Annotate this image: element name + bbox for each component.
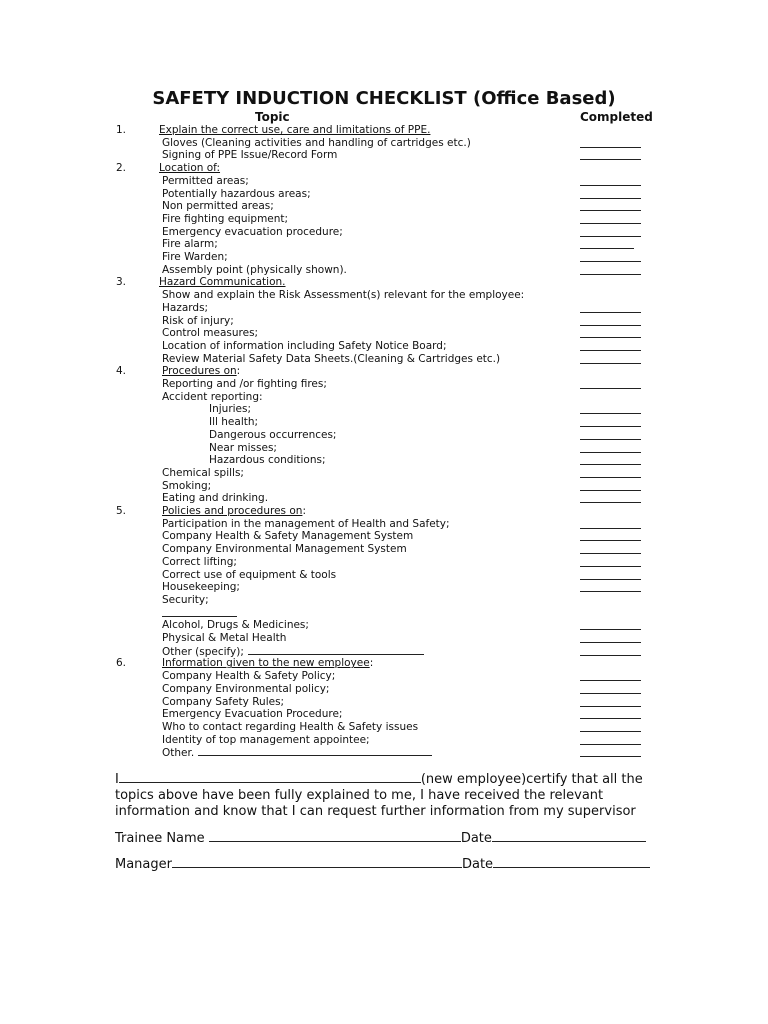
trainee-date-label: Date (460, 831, 492, 846)
completed-checkbox-line[interactable] (580, 502, 641, 503)
certification-suffix: (new employee)certify that all the (420, 772, 643, 787)
employee-name-line[interactable] (119, 770, 421, 783)
completed-checkbox-line[interactable] (580, 147, 641, 148)
manager-date-label: Date (461, 857, 494, 872)
item-text: Hazards; (162, 301, 209, 314)
completed-checkbox-line[interactable] (580, 490, 641, 491)
item-text: Explain the correct use, care and limitations of PPE. (159, 124, 431, 136)
checklist-row (0, 645, 768, 658)
completed-checkbox-line[interactable] (580, 210, 641, 211)
checklist-row (0, 403, 768, 416)
item-text: Accident reporting: (162, 390, 263, 403)
item-text: Correct lifting; (162, 555, 237, 568)
item-text: Eating and drinking. (162, 492, 269, 505)
completed-checkbox-line[interactable] (580, 248, 634, 249)
completed-checkbox-line[interactable] (580, 591, 641, 592)
completed-checkbox-line[interactable] (580, 439, 641, 440)
item-text: Signing of PPE Issue/Record Form (162, 149, 338, 162)
security-detail-line[interactable] (162, 607, 237, 617)
completed-checkbox-line[interactable] (580, 236, 641, 237)
item-text: Near misses; (209, 441, 277, 454)
completed-checkbox-line[interactable] (580, 477, 641, 478)
item-text: Show and explain the Risk Assessment(s) relevant for the employee: (162, 289, 525, 302)
completed-checkbox-line[interactable] (580, 706, 641, 707)
checklist-row (0, 276, 768, 289)
item-text: Dangerous occurrences; (209, 428, 337, 441)
completed-checkbox-line[interactable] (580, 655, 641, 656)
item-text: Potentially hazardous areas; (162, 187, 311, 200)
column-header-topic: Topic (255, 110, 290, 124)
checklist-row (0, 175, 768, 188)
completed-checkbox-line[interactable] (580, 718, 641, 719)
checklist-row (0, 315, 768, 328)
specify-line[interactable] (198, 746, 432, 756)
checklist-row (0, 581, 768, 594)
completed-checkbox-line[interactable] (580, 198, 641, 199)
checklist-row (0, 454, 768, 467)
completed-checkbox-line[interactable] (580, 731, 641, 732)
item-label: Other (specify); (162, 645, 244, 658)
certification-prefix: I (115, 772, 119, 787)
checklist-row (0, 238, 768, 251)
completed-checkbox-line[interactable] (580, 528, 641, 529)
item-text (162, 746, 432, 760)
checklist-row (0, 670, 768, 683)
checklist-row (0, 746, 768, 759)
checklist-row (0, 569, 768, 582)
section-heading: Information given to the new employee (162, 657, 370, 670)
item-text: Fire Warden; (162, 251, 228, 263)
item-text: Identity of top management appointee; (162, 733, 370, 746)
manager-signature-row (115, 855, 650, 873)
item-text: Review Material Safety Data Sheets.(Cleaning & Cartridges etc.) (162, 352, 501, 365)
section-heading: Procedures on (162, 365, 237, 378)
trainee-name-label: Trainee Name (115, 831, 205, 846)
checklist-row (0, 518, 768, 531)
checklist-row (0, 683, 768, 696)
checklist-row (0, 530, 768, 543)
trainee-signature-row (115, 829, 646, 847)
checklist-row (0, 416, 768, 429)
checklist-row (0, 632, 768, 645)
completed-checkbox-line[interactable] (580, 223, 641, 224)
completed-checkbox-line[interactable] (580, 363, 641, 364)
item-text: Fire fighting equipment; (162, 212, 289, 225)
checklist-row (0, 264, 768, 277)
manager-label: Manager (115, 857, 172, 872)
certification-line-3: information and know that I can request further information from my supervisor (115, 804, 636, 819)
item-text: Control measures; (162, 327, 259, 340)
completed-checkbox-line[interactable] (580, 553, 641, 554)
checklist-row (0, 251, 768, 264)
checklist-row (0, 137, 768, 150)
item-number: 2. (116, 162, 127, 175)
trainee-date-line[interactable] (492, 829, 646, 842)
checklist-row (0, 213, 768, 226)
item-text: Location of information including Safety Notice Board; (162, 339, 447, 352)
completed-checkbox-line[interactable] (580, 185, 641, 186)
document-title: SAFETY INDUCTION CHECKLIST (Office Based) (152, 88, 616, 109)
section-heading: Policies and procedures on (162, 505, 303, 517)
checklist-row (0, 619, 768, 632)
manager-date-line[interactable] (493, 855, 650, 868)
item-text: Hazard Communication. (159, 276, 286, 289)
completed-checkbox-line[interactable] (580, 413, 641, 414)
checklist-row (0, 505, 768, 518)
checklist-row (0, 543, 768, 556)
checklist-row (0, 708, 768, 721)
item-text: Reporting and /or fighting fires; (162, 378, 327, 390)
completed-checkbox-line[interactable] (580, 464, 641, 465)
item-text: Hazardous conditions; (209, 454, 326, 467)
completed-checkbox-line[interactable] (580, 579, 641, 580)
checklist-row (0, 391, 768, 404)
completed-checkbox-line[interactable] (580, 629, 641, 630)
manager-signature-line[interactable] (172, 855, 462, 868)
completed-checkbox-line[interactable] (580, 680, 641, 681)
checklist-row (0, 480, 768, 493)
checklist-row (0, 302, 768, 315)
item-text: Assembly point (physically shown). (162, 263, 347, 276)
item-text: Company Environmental Management System (162, 543, 407, 556)
checklist-row (0, 162, 768, 175)
checklist-row (0, 657, 768, 670)
checklist-row (0, 124, 768, 137)
item-text: Non permitted areas; (162, 200, 274, 213)
item-text: Injuries; (209, 403, 252, 416)
certification-line-2: topics above have been fully explained to me, I have received the relevant (115, 788, 604, 803)
checklist-row (0, 696, 768, 709)
checklist-row (0, 607, 768, 620)
checklist-row (0, 492, 768, 505)
item-text: Housekeeping; (162, 581, 240, 594)
completed-checkbox-line[interactable] (580, 350, 641, 351)
completed-checkbox-line[interactable] (580, 159, 641, 160)
item-text: Chemical spills; (162, 466, 244, 479)
completed-checkbox-line[interactable] (580, 325, 641, 326)
checklist-row (0, 734, 768, 747)
item-text: Security; (162, 593, 209, 606)
item-label: Other. (162, 747, 195, 760)
item-text: Gloves (Cleaning activities and handling of cartridges etc.) (162, 136, 471, 149)
specify-line[interactable] (248, 645, 424, 655)
item-text: Fire alarm; (162, 238, 218, 251)
item-number: 1. (116, 124, 127, 136)
item-text: Company Safety Rules; (162, 695, 285, 708)
checklist-row (0, 556, 768, 569)
completed-checkbox-line[interactable] (580, 261, 641, 262)
completed-checkbox-line[interactable] (580, 452, 641, 453)
certification-statement (115, 770, 675, 820)
completed-checkbox-line[interactable] (580, 426, 641, 427)
item-text: Company Environmental policy; (162, 682, 330, 695)
checklist-row (0, 721, 768, 734)
item-text: Permitted areas; (162, 174, 249, 187)
checklist-row (0, 365, 768, 378)
checklist-row (0, 353, 768, 366)
item-text: Correct use of equipment & tools (162, 568, 337, 581)
item-text: Information given to the new employee: (162, 657, 374, 670)
checklist-row (0, 226, 768, 239)
item-text: Company Health & Safety Policy; (162, 670, 336, 683)
checklist-row (0, 200, 768, 213)
completed-checkbox-line[interactable] (580, 337, 641, 338)
column-header-completed: Completed (580, 110, 653, 124)
item-text: Risk of injury; (162, 314, 234, 327)
checklist-row (0, 378, 768, 391)
item-number: 3. (116, 276, 127, 289)
checklist-row (0, 289, 768, 302)
checklist-row (0, 340, 768, 353)
item-text: Smoking; (162, 479, 212, 492)
item-text: Alcohol, Drugs & Medicines; (162, 619, 309, 632)
completed-checkbox-line[interactable] (580, 274, 641, 275)
completed-checkbox-line[interactable] (580, 312, 641, 313)
item-number: 4. (116, 365, 127, 378)
checklist-row (0, 442, 768, 455)
checklist-row (0, 594, 768, 607)
item-text: Participation in the management of Health and Safety; (162, 517, 450, 530)
item-text: Emergency evacuation procedure; (162, 225, 343, 238)
item-text: Ill health; (209, 416, 259, 429)
item-text: Company Health & Safety Management System (162, 530, 414, 543)
item-number: 5. (116, 505, 127, 517)
item-text: Policies and procedures on: (162, 505, 306, 517)
completed-checkbox-line[interactable] (580, 744, 641, 745)
completed-checkbox-line[interactable] (580, 566, 641, 567)
checklist-row (0, 149, 768, 162)
item-text: Procedures on: (162, 365, 241, 378)
completed-checkbox-line[interactable] (580, 642, 641, 643)
completed-checkbox-line[interactable] (580, 540, 641, 541)
checklist-row (0, 429, 768, 442)
checklist-row (0, 327, 768, 340)
item-text: Emergency Evacuation Procedure; (162, 708, 343, 721)
item-text: Who to contact regarding Health & Safety issues (162, 720, 419, 733)
item-text: Physical & Metal Health (162, 632, 287, 644)
trainee-name-line[interactable] (209, 829, 461, 842)
checklist-row (0, 467, 768, 480)
completed-checkbox-line[interactable] (580, 693, 641, 694)
item-text: Location of: (159, 162, 221, 175)
checklist-row (0, 188, 768, 201)
item-number: 6. (116, 657, 127, 670)
completed-checkbox-line[interactable] (580, 756, 641, 757)
completed-checkbox-line[interactable] (580, 388, 641, 389)
